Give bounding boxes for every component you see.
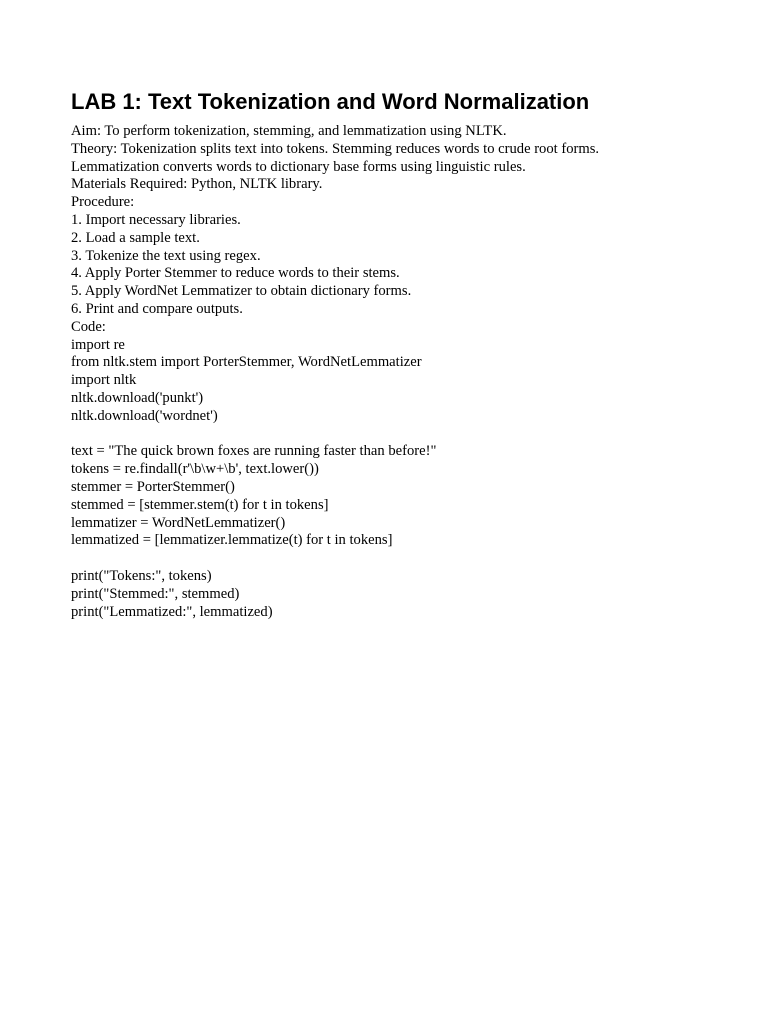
- code-line: stemmer = PorterStemmer(): [71, 478, 235, 495]
- procedure-step: 1. Import necessary libraries.: [71, 211, 241, 228]
- code-line: print("Stemmed:", stemmed): [71, 585, 240, 602]
- procedure-heading: Procedure:: [71, 194, 135, 211]
- procedure-step: 4. Apply Porter Stemmer to reduce words to their stems.: [71, 265, 400, 282]
- code-line: nltk.download('punkt'): [71, 389, 204, 406]
- code-block-processing: [71, 443, 731, 550]
- code-block-imports: [71, 337, 731, 426]
- blank-line: [71, 550, 731, 568]
- code-line: tokens = re.findall(r'\b\w+\b', text.lower()): [71, 461, 319, 478]
- theory-text-line-1: Theory: Tokenization splits text into tokens. Stemming reduces words to crude root forms.: [71, 140, 600, 157]
- code-line: print("Tokens:", tokens): [71, 567, 212, 584]
- procedure-step: 5. Apply WordNet Lemmatizer to obtain dictionary forms.: [71, 283, 412, 300]
- document-page: [71, 88, 731, 621]
- theory-text-line-2: Lemmatization converts words to dictionary base forms using linguistic rules.: [71, 158, 526, 175]
- code-line: from nltk.stem import PorterStemmer, WordNetLemmatizer: [71, 354, 422, 371]
- code-line: text = "The quick brown foxes are running faster than before!": [71, 443, 437, 460]
- procedure-list: [71, 212, 731, 319]
- code-line: stemmed = [stemmer.stem(t) for t in tokens]: [71, 496, 329, 513]
- code-heading: Code:: [71, 318, 106, 335]
- document-title: LAB 1: Text Tokenization and Word Normalization: [71, 89, 590, 114]
- materials-text: Materials Required: Python, NLTK library.: [71, 176, 323, 193]
- procedure-step: 3. Tokenize the text using regex.: [71, 247, 261, 264]
- code-line: lemmatized = [lemmatizer.lemmatize(t) for t in tokens]: [71, 532, 393, 549]
- procedure-step: 2. Load a sample text.: [71, 229, 200, 246]
- code-block-output: [71, 568, 731, 621]
- procedure-step: 6. Print and compare outputs.: [71, 300, 243, 317]
- blank-line: [71, 426, 731, 444]
- code-line: lemmatizer = WordNetLemmatizer(): [71, 514, 286, 531]
- code-line: print("Lemmatized:", lemmatized): [71, 603, 273, 620]
- code-line: import nltk: [71, 372, 137, 389]
- aim-text: Aim: To perform tokenization, stemming, and lemmatization using NLTK.: [71, 123, 507, 139]
- code-line: import re: [71, 336, 125, 353]
- code-line: nltk.download('wordnet'): [71, 407, 218, 424]
